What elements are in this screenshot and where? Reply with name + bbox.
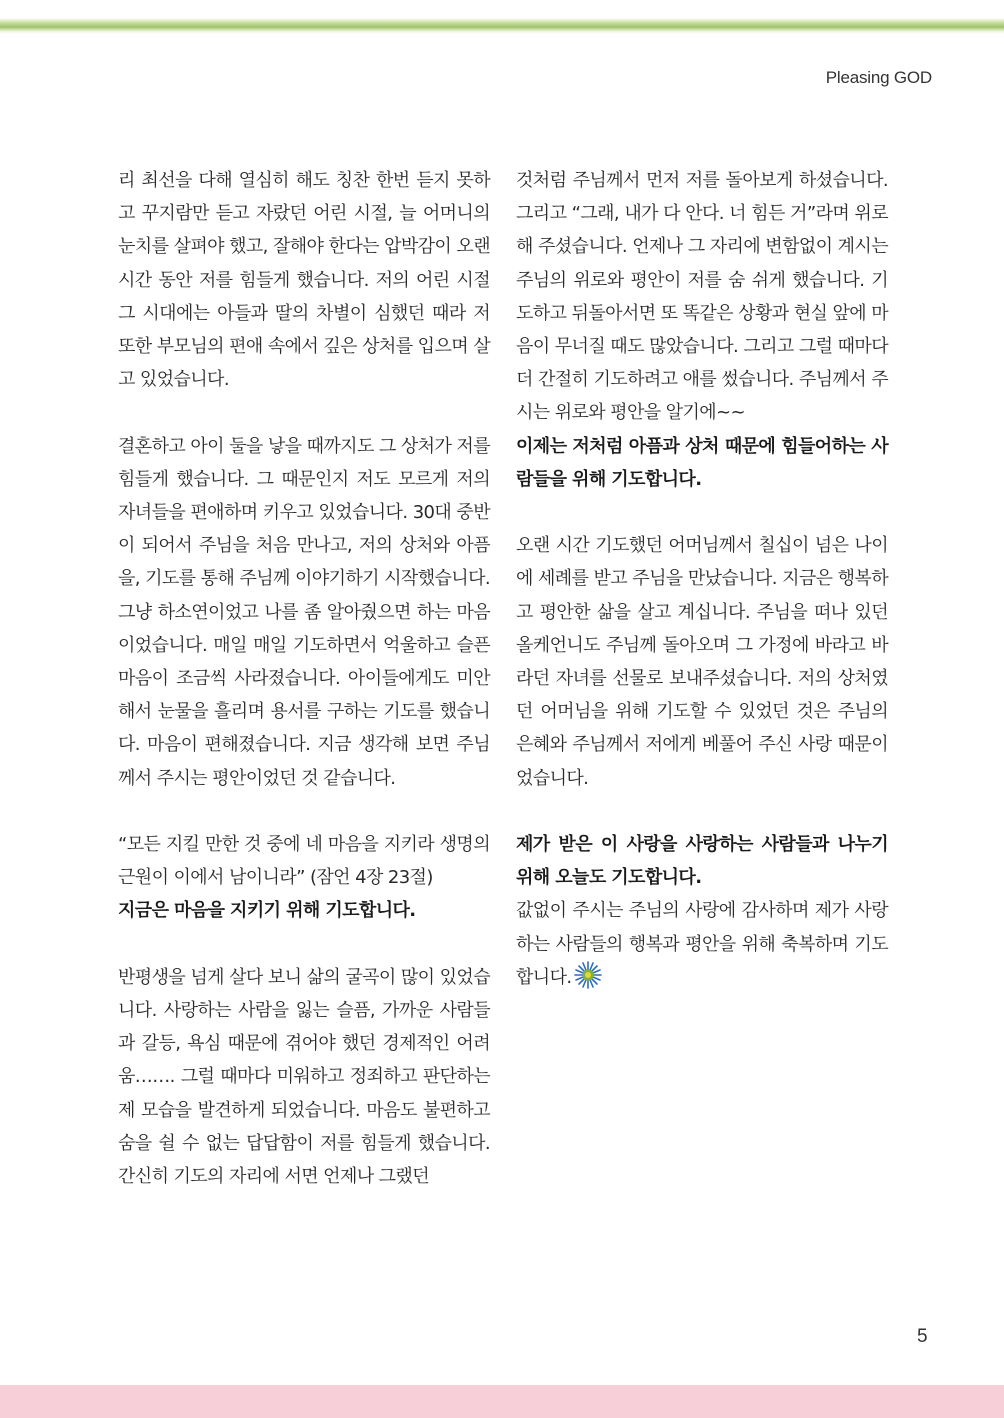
right-column [516, 164, 888, 994]
paragraph: 반평생을 넘게 살다 보니 삶의 굴곡이 많이 있었습니다. 사랑하는 사람을 잃는 슬픔, 가까운 사람들과 갈등, 욕심 때문에 겪어야 했던 경제적인 어려움……. 그럴 때마다 미워하고 정죄하고 판단하는 제 모습을 발견하게 되었습니다. 마음도 불편하고 숨을 쉴 수 없는 답답함이 저를 힘들게 했습니다. 간신히 기도의 자리에 서면 언제나 그랬던 [118, 966, 490, 1188]
starburst-emblem-icon [574, 961, 602, 989]
scripture-quote: “모든 지킬 만한 것 중에 네 마음을 지키라 생명의 근원이 이에서 남이니라” (잠언 4장 23절) [118, 834, 490, 889]
paragraph-text: 값없이 주시는 주님의 사랑에 감사하며 제가 사랑하는 사람들의 행복과 평안을 위해 축복하며 기도합니다. [516, 900, 888, 988]
top-decorative-band [0, 0, 1004, 34]
paragraph: 리 최선을 다해 열심히 해도 칭찬 한번 듣지 못하고 꾸지람만 듣고 자랐던 어린 시절, 늘 어머니의 눈치를 살펴야 했고, 잘해야 한다는 압박감이 오랜 시간 동안 저를 힘들게 했습니다. 저의 어린 시절 그 시대에는 아들과 딸의 차별이 심했던 때라 저 또한 부모님의 편애 속에서 깊은 상처를 입으며 살고 있었습니다. [118, 170, 490, 391]
page-number: 5 [917, 1326, 928, 1347]
paragraph: 것처럼 주님께서 먼저 저를 돌아보게 하셨습니다. 그리고 “그래, 내가 다 안다. 너 힘든 거”라며 위로해 주셨습니다. 언제나 그 자리에 변함없이 계시는 주님의 위로와 평안이 저를 숨 쉬게 했습니다. 기도하고 뒤돌아서면 또 똑같은 상황과 현실 앞에 마음이 무너질 때도 많았습니다. 그리고 그럴 때마다 더 간절히 기도하려고 애를 썼습니다. 주님께서 주시는 위로와 평안을 알기에~~ [516, 170, 888, 424]
paragraph-block [516, 164, 888, 496]
scripture-quote-block [118, 828, 490, 928]
running-header: Pleasing GOD [825, 68, 932, 87]
paragraph: 오랜 시간 기도했던 어머님께서 칠십이 넘은 나이에 세례를 받고 주님을 만났습니다. 지금은 행복하고 평안한 삶을 살고 계십니다. 주님을 떠나 있던 올케언니도 주님께 돌아오며 그 가정에 바라고 바라던 자녀를 선물로 보내주셨습니다. 저의 상처였던 어머님을 위해 기도할 수 있었던 것은 주님의 은혜와 주님께서 저에게 베풀어 주신 사랑 때문이었습니다. [516, 535, 888, 789]
emphasis-line: 이제는 저처럼 아픔과 상처 때문에 힘들어하는 사람들을 위해 기도합니다. [516, 435, 888, 490]
paragraph-block [516, 828, 888, 994]
emphasis-line: 지금은 마음을 지키기 위해 기도합니다. [118, 900, 416, 922]
bottom-decorative-band [0, 1385, 1004, 1418]
left-column [118, 164, 490, 1193]
closing-paragraph [516, 894, 888, 994]
paragraph: 결혼하고 아이 둘을 낳을 때까지도 그 상처가 저를 힘들게 했습니다. 그 때문인지 저도 모르게 저의 자녀들을 편애하며 키우고 있었습니다. 30대 중반이 되어서 주님을 처음 만나고, 저의 상처와 아픔을, 기도를 통해 주님께 이야기하기 시작했습니다. 그냥 하소연이었고 나를 좀 알아줬으면 하는 마음이었습니다. 매일 매일 기도하면서 억울하고 슬픈 마음이 조금씩 사라졌습니다. 아이들에게도 미안해서 눈물을 흘리며 용서를 구하는 기도를 했습니다. 마음이 편해졌습니다. 지금 생각해 보면 주님께서 주시는 평안이었던 것 같습니다. [118, 435, 490, 789]
emphasis-line: 제가 받은 이 사랑을 사랑하는 사람들과 나누기 위해 오늘도 기도합니다. [516, 834, 888, 889]
